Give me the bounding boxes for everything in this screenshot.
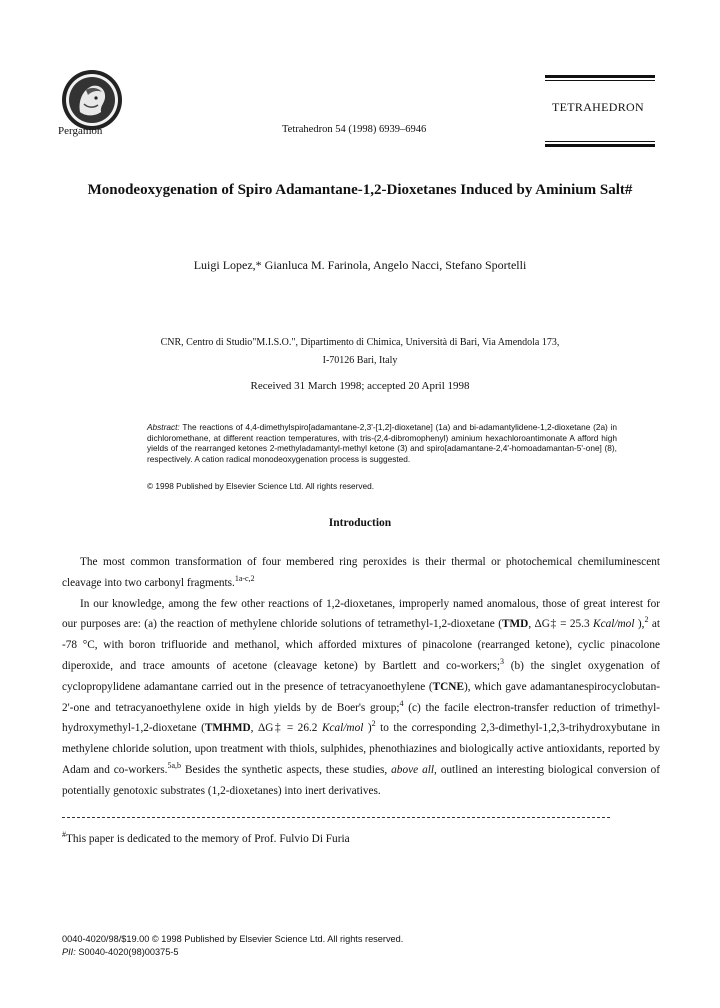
pergamon-logo-icon [60,68,124,132]
paragraph-2-text: ), which gave adamantanespirocyclobutan-2'-one and tetracyanoethylene oxide in high yields by de Boer's group; [62,680,660,714]
footnote-separator [62,817,610,818]
emphasis-text: above all [391,763,434,776]
unit-text: Kcal/mol [321,722,364,735]
paragraph-2-text: (b) the singlet oxygenation of cyclopropylidene adamantane carried out in the presence of tetracyanoethylene ( [62,659,660,693]
compound-abbrev: TMD [501,618,529,631]
body-text [62,552,660,802]
header-rule-top-thin [545,80,655,81]
reference-marker: 2 [371,719,376,729]
reference-marker: 3 [500,657,505,667]
journal-name: TETRAHEDRON [552,100,644,114]
abstract-copyright: © 1998 Published by Elsevier Science Ltd. All rights reserved. [147,481,375,491]
paragraph-2-text: , ΔG‡ = 26.2 [250,722,322,735]
pii-value: S0040-4020(98)00375-5 [78,946,179,957]
affiliation [60,334,660,370]
compound-abbrev: TMHMD [204,722,251,735]
header-rule-top [545,75,655,78]
received-dates: Received 31 March 1998; accepted 20 April 1998 [250,380,470,392]
footnote-mark: # [62,830,66,839]
paragraph-2-text: , outlined an interesting biological conversion of potentially genotoxic substrates (1,2-dioxetanes) into inert derivatives. [62,763,660,797]
paragraph-2 [62,594,660,802]
reference-marker: 4 [399,698,404,708]
paragraph-2-text: ), [634,618,645,631]
footer-info [62,933,403,958]
paragraph-2-text: Besides the synthetic aspects, these studies, [181,763,392,776]
pii-label: PII: [62,946,76,957]
affiliation-line-1: CNR, Centro di Studio"M.I.S.O.", Dipartimento di Chimica, Università di Bari, Via Amendola 173, [160,337,560,348]
header-rule-bottom-thick [545,144,655,147]
publisher-name: Pergamon [58,125,103,137]
abstract-text: The reactions of 4,4-dimethylspiro[adamantane-2,3'-[1,2]-dioxetane] (1a) and bi-adamantylidene-1,2-dioxetane (2a) in dichloromethane, at different reaction temperatures, with tris-(2,4-dibromophenyl) aminium hexachloroantimonate A afford high yields of the rearranged ketones 2-methyladamantyl-methyl ketone (3) and spiro[adamantane-2,4'-homoadamantan-5'-one] (8), respectively. A cation radical monodeoxygenation process is suggested. [147,422,617,464]
footnote-text: This paper is dedicated to the memory of Prof. Fulvio Di Furia [66,832,350,845]
pii-line [62,946,403,959]
compound-abbrev: TCNE [432,680,464,693]
section-heading: Introduction [328,517,392,529]
affiliation-line-2: I-70126 Bari, Italy [322,355,398,366]
journal-citation: Tetrahedron 54 (1998) 6939–6946 [282,124,427,135]
abstract-label: Abstract: [147,422,180,432]
paper-title: Monodeoxygenation of Spiro Adamantane-1,2-Dioxetanes Induced by Aminium Salt# [87,182,633,198]
abstract [147,422,617,464]
issn-line: 0040-4020/98/$19.00 © 1998 Published by Elsevier Science Ltd. All rights reserved. [62,934,404,944]
paragraph-1 [62,552,660,594]
header-rule-bottom [545,141,655,142]
reference-marker: 5a,b [167,761,181,771]
paragraph-2-text: to the corresponding 2,3-dimethyl-1,2,3-trihydroxybutane in methylene chloride solution, upon treatment with thiols, sulphides, phenothiazines and biologically active antioxidants, reported by Adam and co-workers. [62,722,660,776]
paragraph-2-text: at -78 °C, with boron trifluoride and methanol, which afforded mixtures of pinacolone (rearranged ketone), cyclic pinacolone diperoxide, and trace amounts of acetone (cleavage ketone) by Bartlett and co-workers; [62,618,660,672]
paragraph-1-text: The most common transformation of four membered ring peroxides is their thermal or photochemical chemiluminescent cleavage into two carbonyl fragments. [62,556,660,589]
paragraph-2-text: In our knowledge, among the few other reactions of 1,2-dioxetanes, improperly named anomalous, those of great interest for our purposes are: (a) the reaction of methylene chloride solutions of tetramethyl-1,2-dioxetane ( [62,597,660,631]
footnote [62,830,350,845]
unit-text: Kcal/mol [593,618,635,631]
paragraph-2-text: , ΔG‡ = 25.3 [528,618,594,631]
reference-marker: 1a-c,2 [234,574,255,584]
reference-marker: 2 [644,615,649,625]
paragraph-2-text: ) [363,722,372,735]
author-list: Luigi Lopez,* Gianluca M. Farinola, Angelo Nacci, Stefano Sportelli [193,258,527,272]
paragraph-2-text: (c) the facile electron-transfer reduction of trimethyl-hydroxymethyl-1,2-dioxetane ( [62,701,661,735]
